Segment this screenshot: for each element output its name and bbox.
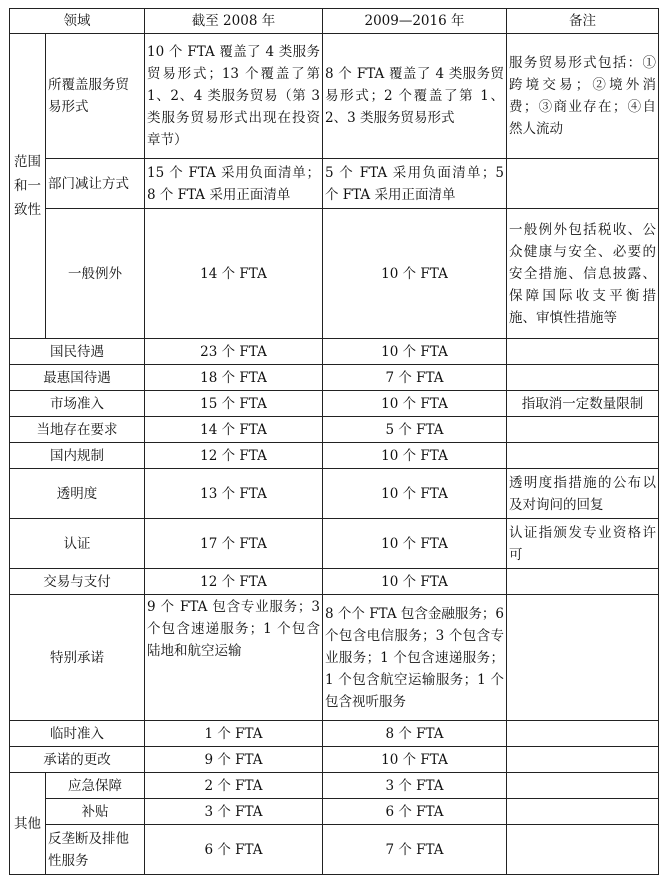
- row-name: 当地存在要求: [10, 417, 145, 443]
- row-name: 临时准入: [10, 721, 145, 747]
- row-2016: 7 个 FTA: [323, 825, 507, 875]
- row-note: 认证指颁发专业资格许可: [507, 519, 659, 569]
- table-row: [10, 773, 659, 799]
- row-name: 特别承诺: [10, 595, 145, 721]
- row-2016: 10 个 FTA: [323, 443, 507, 469]
- row-note: 指取消一定数量限制: [507, 391, 659, 417]
- row-2008: 13 个 FTA: [145, 469, 323, 519]
- row-2008: 12 个 FTA: [145, 443, 323, 469]
- row-name: 交易与支付: [10, 569, 145, 595]
- row-name: 应急保障: [46, 773, 145, 799]
- row-2016: 10 个 FTA: [323, 747, 507, 773]
- row-2008: 9 个 FTA: [145, 747, 323, 773]
- table-row: [10, 34, 659, 159]
- row-2016: 10 个 FTA: [323, 519, 507, 569]
- table-row: [10, 159, 659, 209]
- row-2016: 6 个 FTA: [323, 799, 507, 825]
- table-row: [10, 209, 659, 339]
- group-label-other: 其他: [10, 773, 46, 875]
- row-2016: 10 个 FTA: [323, 469, 507, 519]
- row-name: 补贴: [46, 799, 145, 825]
- row-note: [507, 443, 659, 469]
- row-2008: 14 个 FTA: [145, 417, 323, 443]
- row-2008: 9 个 FTA 包含专业服务；3 个包含速递服务；1 个包含陆地和航空运输: [145, 595, 323, 721]
- row-2016: 5 个 FTA 采用负面清单；5 个 FTA 采用正面清单: [323, 159, 507, 209]
- table-row: [10, 339, 659, 365]
- row-note: [507, 721, 659, 747]
- group-label-scope: 范围和一致性: [10, 34, 46, 339]
- row-name: 国内规制: [10, 443, 145, 469]
- row-name: 一般例外: [46, 209, 145, 339]
- row-note: [507, 365, 659, 391]
- header-row: [10, 9, 659, 34]
- row-note: [507, 159, 659, 209]
- table-row: [10, 443, 659, 469]
- row-2016: 8 个个 FTA 包含金融服务；6 个包含电信服务；3 个包含专业服务；1 个包含速递服务；1 个包含航空运输服务；1 个包含视听服务: [323, 595, 507, 721]
- fta-services-table: [9, 8, 659, 875]
- row-2008: 2 个 FTA: [145, 773, 323, 799]
- row-2008: 15 个 FTA: [145, 391, 323, 417]
- table-row: [10, 391, 659, 417]
- row-2016: 10 个 FTA: [323, 391, 507, 417]
- table-row: [10, 825, 659, 875]
- row-2016: 10 个 FTA: [323, 339, 507, 365]
- table-row: [10, 569, 659, 595]
- row-2008: 10 个 FTA 覆盖了 4 类服务贸易形式；13 个覆盖了第 1、2、4 类服务贸易（第 3 类服务贸易形式出现在投资章节）: [145, 34, 323, 159]
- row-note: [507, 747, 659, 773]
- table-row: [10, 799, 659, 825]
- row-name: 透明度: [10, 469, 145, 519]
- table-row: [10, 595, 659, 721]
- row-2008: 23 个 FTA: [145, 339, 323, 365]
- row-2008: 18 个 FTA: [145, 365, 323, 391]
- row-note: [507, 595, 659, 721]
- row-name: 所覆盖服务贸易形式: [46, 34, 145, 159]
- row-note: [507, 773, 659, 799]
- row-2008: 15 个 FTA 采用负面清单；8 个 FTA 采用正面清单: [145, 159, 323, 209]
- row-note: [507, 799, 659, 825]
- row-note: 服务贸易形式包括：①跨境交易；②境外消费；③商业存在；④自然人流动: [507, 34, 659, 159]
- header-note: 备注: [507, 9, 659, 34]
- header-2008: 截至 2008 年: [145, 9, 323, 34]
- row-name: 国民待遇: [10, 339, 145, 365]
- row-2016: 8 个 FTA 覆盖了 4 类服务贸易形式；2 个覆盖了第 1、2、3 类服务贸易形式: [323, 34, 507, 159]
- row-2008: 6 个 FTA: [145, 825, 323, 875]
- row-2016: 8 个 FTA: [323, 721, 507, 747]
- row-note: [507, 825, 659, 875]
- row-name: 部门减让方式: [46, 159, 145, 209]
- row-2008: 3 个 FTA: [145, 799, 323, 825]
- row-2016: 7 个 FTA: [323, 365, 507, 391]
- table-row: [10, 365, 659, 391]
- row-2016: 10 个 FTA: [323, 569, 507, 595]
- row-name: 最惠国待遇: [10, 365, 145, 391]
- row-2008: 1 个 FTA: [145, 721, 323, 747]
- table-row: [10, 721, 659, 747]
- row-note: [507, 417, 659, 443]
- row-name: 市场准入: [10, 391, 145, 417]
- row-2008: 14 个 FTA: [145, 209, 323, 339]
- table-row: [10, 747, 659, 773]
- row-note: 一般例外包括税收、公众健康与安全、必要的安全措施、信息披露、保障国际收支平衡措施、审慎性措施等: [507, 209, 659, 339]
- row-name: 反垄断及排他性服务: [46, 825, 145, 875]
- row-2008: 17 个 FTA: [145, 519, 323, 569]
- row-note: [507, 569, 659, 595]
- row-name: 承诺的更改: [10, 747, 145, 773]
- row-2016: 3 个 FTA: [323, 773, 507, 799]
- row-2016: 5 个 FTA: [323, 417, 507, 443]
- table-row: [10, 519, 659, 569]
- table-row: [10, 417, 659, 443]
- row-2016: 10 个 FTA: [323, 209, 507, 339]
- header-domain: 领域: [10, 9, 145, 34]
- row-note: [507, 339, 659, 365]
- row-name: 认证: [10, 519, 145, 569]
- row-2008: 12 个 FTA: [145, 569, 323, 595]
- row-note: 透明度指措施的公布以及对询问的回复: [507, 469, 659, 519]
- table-row: [10, 469, 659, 519]
- header-2016: 2009—2016 年: [323, 9, 507, 34]
